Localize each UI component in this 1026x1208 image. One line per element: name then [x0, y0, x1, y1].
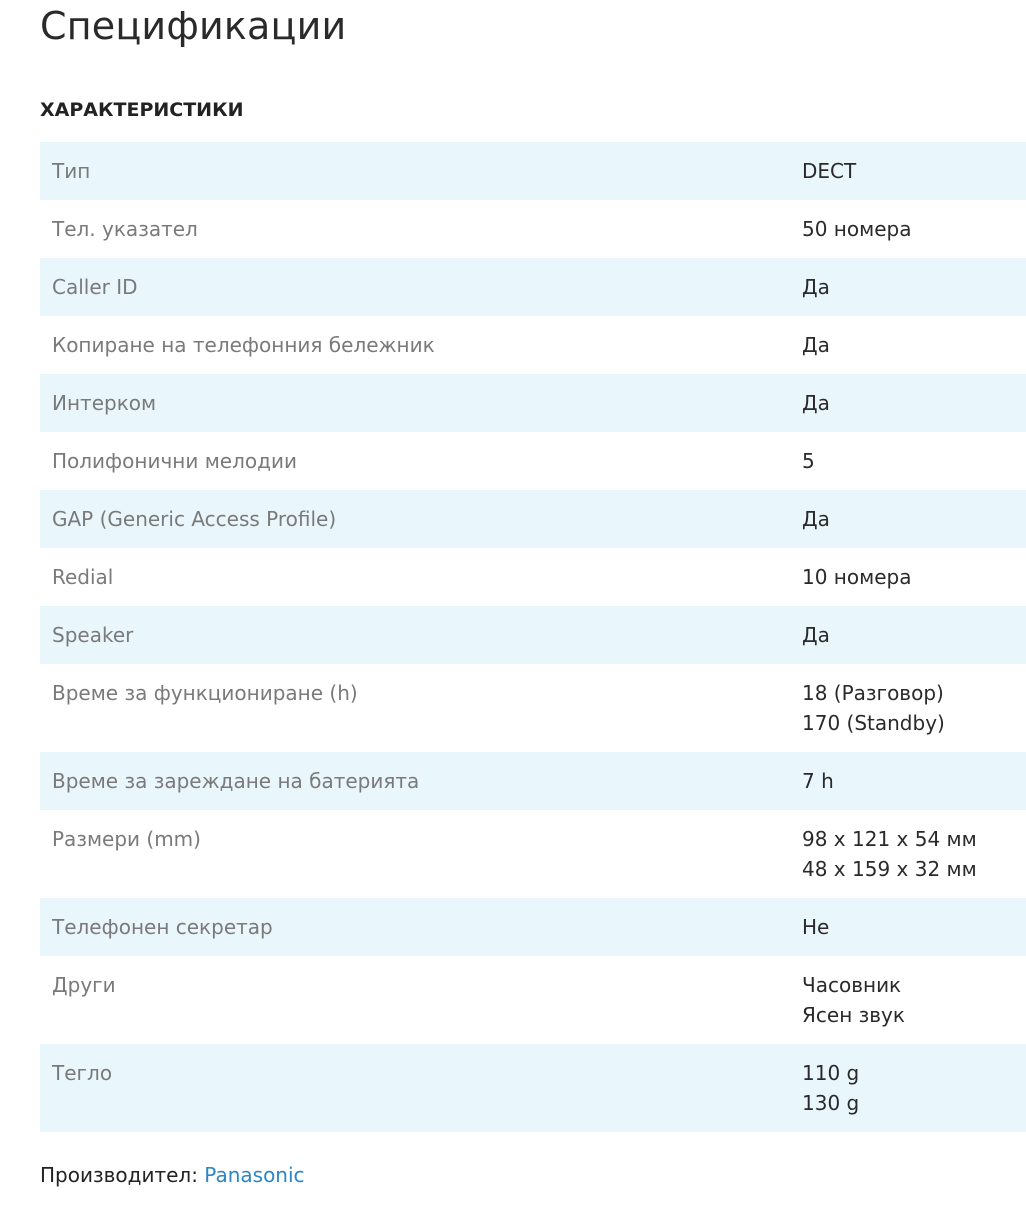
spec-row [40, 810, 1026, 898]
spec-value [790, 142, 1026, 200]
spec-value-line: 5 [802, 449, 815, 473]
spec-value-line: 98 x 121 x 54 мм [802, 827, 977, 851]
spec-row [40, 200, 1026, 258]
spec-label: Други [52, 973, 116, 997]
spec-label: Време за зареждане на батерията [40, 752, 790, 810]
spec-value-line: Не [802, 915, 830, 939]
spec-value [790, 664, 1026, 752]
spec-value [790, 810, 1026, 898]
spec-value [790, 432, 1026, 490]
spec-value [790, 374, 1026, 432]
spec-label: Полифонични мелодии [52, 449, 297, 473]
spec-value-line: 7 h [802, 769, 834, 793]
spec-value-line: Да [802, 333, 830, 357]
spec-value [790, 606, 1026, 664]
spec-row [40, 898, 1026, 956]
manufacturer-label: Производител: [40, 1163, 198, 1187]
spec-row [40, 316, 1026, 374]
spec-label: Копиране на телефонния бележник [52, 333, 435, 357]
spec-value-line: 170 (Standby) [802, 711, 945, 735]
spec-value-line: 10 номера [802, 565, 912, 589]
spec-label: Време за функциониране (h) [52, 681, 358, 705]
spec-row [40, 258, 1026, 316]
spec-label: Телефонен секретар [40, 898, 790, 956]
spec-value [790, 752, 1026, 810]
spec-value [790, 1044, 1026, 1132]
spec-label: Redial [52, 565, 114, 589]
spec-table-body [40, 142, 1026, 1132]
spec-value-line: Да [802, 391, 830, 415]
spec-row [40, 1044, 1026, 1132]
spec-value-line: 110 g [802, 1061, 860, 1085]
spec-value-line: Да [802, 623, 830, 647]
spec-value-line: Да [802, 275, 830, 299]
spec-row [40, 606, 1026, 664]
spec-label: Размери (mm) [52, 827, 201, 851]
spec-row [40, 752, 1026, 810]
spec-label: Тел. указател [52, 217, 198, 241]
spec-label: Caller ID [40, 258, 790, 316]
spec-label: GAP (Generic Access Profile) [40, 490, 790, 548]
spec-label: Speaker [40, 606, 790, 664]
spec-row [40, 548, 1026, 606]
spec-value [790, 490, 1026, 548]
spec-value-line: Да [802, 507, 830, 531]
spec-value-line: 48 x 159 x 32 мм [802, 857, 977, 881]
spec-row [40, 490, 1026, 548]
spec-value-line: 50 номера [802, 217, 912, 241]
spec-value [790, 548, 1026, 606]
spec-value [790, 258, 1026, 316]
spec-row [40, 142, 1026, 200]
spec-value-line: DECT [802, 159, 857, 183]
section-heading: ХАРАКТЕРИСТИКИ [40, 99, 244, 121]
spec-label: Интерком [40, 374, 790, 432]
spec-label: Тип [40, 142, 790, 200]
spec-row [40, 374, 1026, 432]
spec-label: Тегло [40, 1044, 790, 1132]
spec-value-line: Часовник [802, 973, 902, 997]
spec-value [790, 956, 1026, 1044]
spec-value [790, 200, 1026, 258]
page-title: Спецификации [40, 4, 347, 48]
spec-value [790, 898, 1026, 956]
spec-value-line: Ясен звук [802, 1003, 905, 1027]
spec-row [40, 956, 1026, 1044]
spec-value [790, 316, 1026, 374]
spec-value-line: 18 (Разговор) [802, 681, 944, 705]
manufacturer-link[interactable]: Panasonic [204, 1163, 305, 1187]
spec-row [40, 664, 1026, 752]
spec-table [40, 142, 1026, 1132]
spec-value-line: 130 g [802, 1091, 860, 1115]
manufacturer-line [40, 1160, 305, 1190]
spec-row [40, 432, 1026, 490]
